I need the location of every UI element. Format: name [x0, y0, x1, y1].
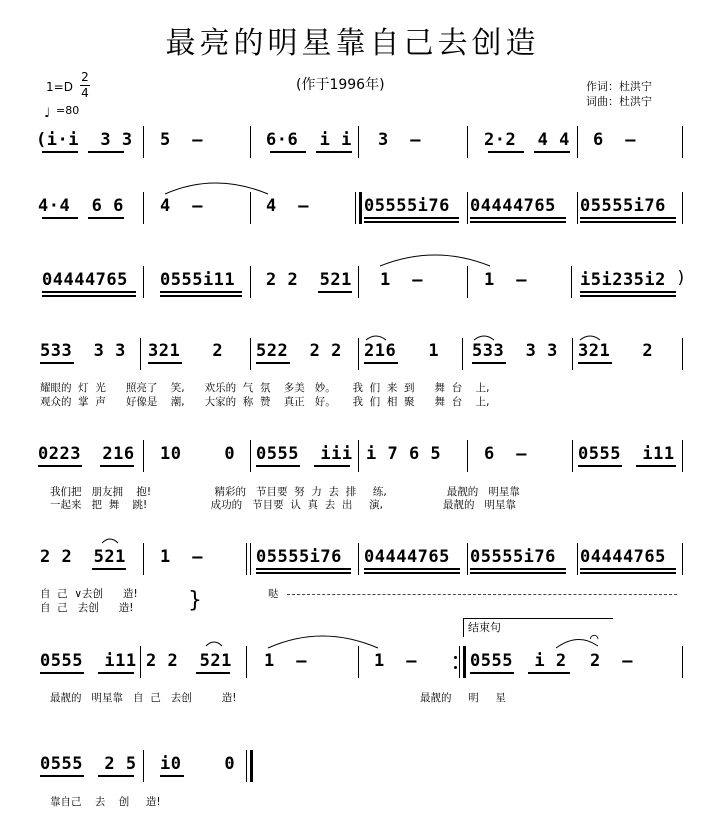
lyric-line-5a: 我们把 朋友拥 抱! 精彩的 节目要 努 力 去 排 练, 最靓的 明星靠: [50, 486, 520, 498]
slur-line7-end: [556, 639, 598, 648]
lyric-line-6a: 自 己 ∨去创 造!: [40, 588, 138, 600]
tempo-marking: =80: [56, 104, 80, 117]
measure-4-2: 321 2: [148, 341, 224, 361]
measure-8-1: 0555 2 5: [40, 754, 137, 774]
measure-6-6: 04444765: [580, 547, 666, 567]
tie-line2: [165, 183, 268, 194]
measure-5-3: 0555 iii: [256, 444, 353, 464]
lyric-line-6b: 自 己 去创 造!: [40, 602, 134, 614]
measure-6-2: 1 —: [160, 547, 203, 567]
slur-321: [580, 336, 600, 340]
measure-3-2: 0555i11: [160, 270, 236, 290]
measure-4-4: 216 1: [364, 341, 440, 361]
measure-3-3: 2 2 521: [266, 270, 352, 290]
measure-5-4: i 7 6 5: [366, 444, 442, 464]
ending-label: 结束句: [468, 621, 501, 634]
time-denominator: 4: [81, 86, 89, 100]
hum-syllable: 哒: [268, 588, 279, 600]
measure-7-4: 1 —: [374, 651, 417, 671]
fermata-icon: ⌒: [590, 630, 599, 646]
lyricist-credit: 作词：杜洪宁: [586, 80, 652, 93]
measure-8-2: i0 0: [160, 754, 236, 774]
measure-3-6: i5i235i2: [580, 270, 666, 290]
tie-line7: [268, 636, 378, 648]
measure-6-1: 2 2 521: [40, 547, 126, 567]
song-title: 最亮的明星靠自己去创造: [165, 26, 540, 61]
lyric-line-8: 靠自己 去 创 造!: [50, 796, 161, 808]
measure-2-1: 4·4 6 6: [38, 196, 124, 216]
measure-3-4: 1 —: [380, 270, 423, 290]
composition-year: (作于1996年): [296, 77, 385, 93]
measure-7-3: 1 —: [264, 651, 307, 671]
slur-216: [366, 336, 386, 340]
measure-5-1: 0223 216: [38, 444, 135, 464]
measure-7-1: 0555 i11: [40, 651, 137, 671]
measure-3-1: 04444765: [42, 270, 128, 290]
composer-credit: 词曲：杜洪宁: [586, 95, 652, 108]
measure-7-6: 2 —: [590, 651, 633, 671]
lyric-line-5b: 一起来 把 舞 跳! 成功的 节目要 认 真 去 出 演, 最靓的 明星靠: [50, 499, 516, 511]
close-paren: ): [676, 268, 687, 288]
measure-4-6: 321 2: [578, 341, 654, 361]
measure-5-5: 6 —: [484, 444, 527, 464]
lyric-line-4b: 观众的 掌 声 好像是 潮, 大家的 称 赞 真正 好。 我 们 相 聚 舞 台 上,: [40, 396, 490, 408]
slur-533: [474, 336, 494, 340]
measure-4-5: 533 3 3: [472, 341, 558, 361]
lyric-line-4a: 耀眼的 灯 光 照亮了 笑, 欢乐的 气 氛 多美 妙。 我 们 来 到 舞 台 上,: [40, 382, 490, 394]
measure-2-3: 4 —: [266, 196, 309, 216]
measure-6-3: 05555i76: [256, 547, 342, 567]
measure-3-5: 1 —: [484, 270, 527, 290]
measure-1-2: 5 —: [160, 130, 203, 150]
quarter-note-icon: ♩: [44, 106, 51, 121]
key-signature: 1=D: [46, 80, 73, 94]
lyric-brace: }: [188, 588, 202, 613]
measure-1-3: 6·6 i i: [266, 130, 352, 150]
measure-1-6: 6 —: [593, 130, 636, 150]
lyric-line-7: 最靓的 明星靠 自 己 去创 造! 最靓的 明 星: [50, 692, 506, 704]
measure-2-6: 05555i76: [580, 196, 666, 216]
measure-2-4: 05555i76: [364, 196, 450, 216]
slur-521-l7: [206, 642, 222, 646]
measure-5-6: 0555 i11: [578, 444, 675, 464]
measure-7-5: 0555 i 2: [470, 651, 567, 671]
measure-7-2: 2 2 521: [146, 651, 232, 671]
measure-1-5: 2·2 4 4: [484, 130, 570, 150]
measure-4-3: 522 2 2: [256, 341, 342, 361]
measure-2-5: 04444765: [470, 196, 556, 216]
measure-4-1: 533 3 3: [40, 341, 126, 361]
measure-6-5: 05555i76: [470, 547, 556, 567]
measure-6-4: 04444765: [364, 547, 450, 567]
measure-1-4: 3 —: [378, 130, 421, 150]
measure-2-2: 4 —: [160, 196, 203, 216]
measure-1-1: (i·i 3 3: [36, 130, 133, 150]
measure-5-2: 10 0: [160, 444, 236, 464]
tie-line3: [380, 255, 490, 266]
slur-521-l6: [102, 539, 118, 543]
time-numerator: 2: [81, 70, 89, 84]
